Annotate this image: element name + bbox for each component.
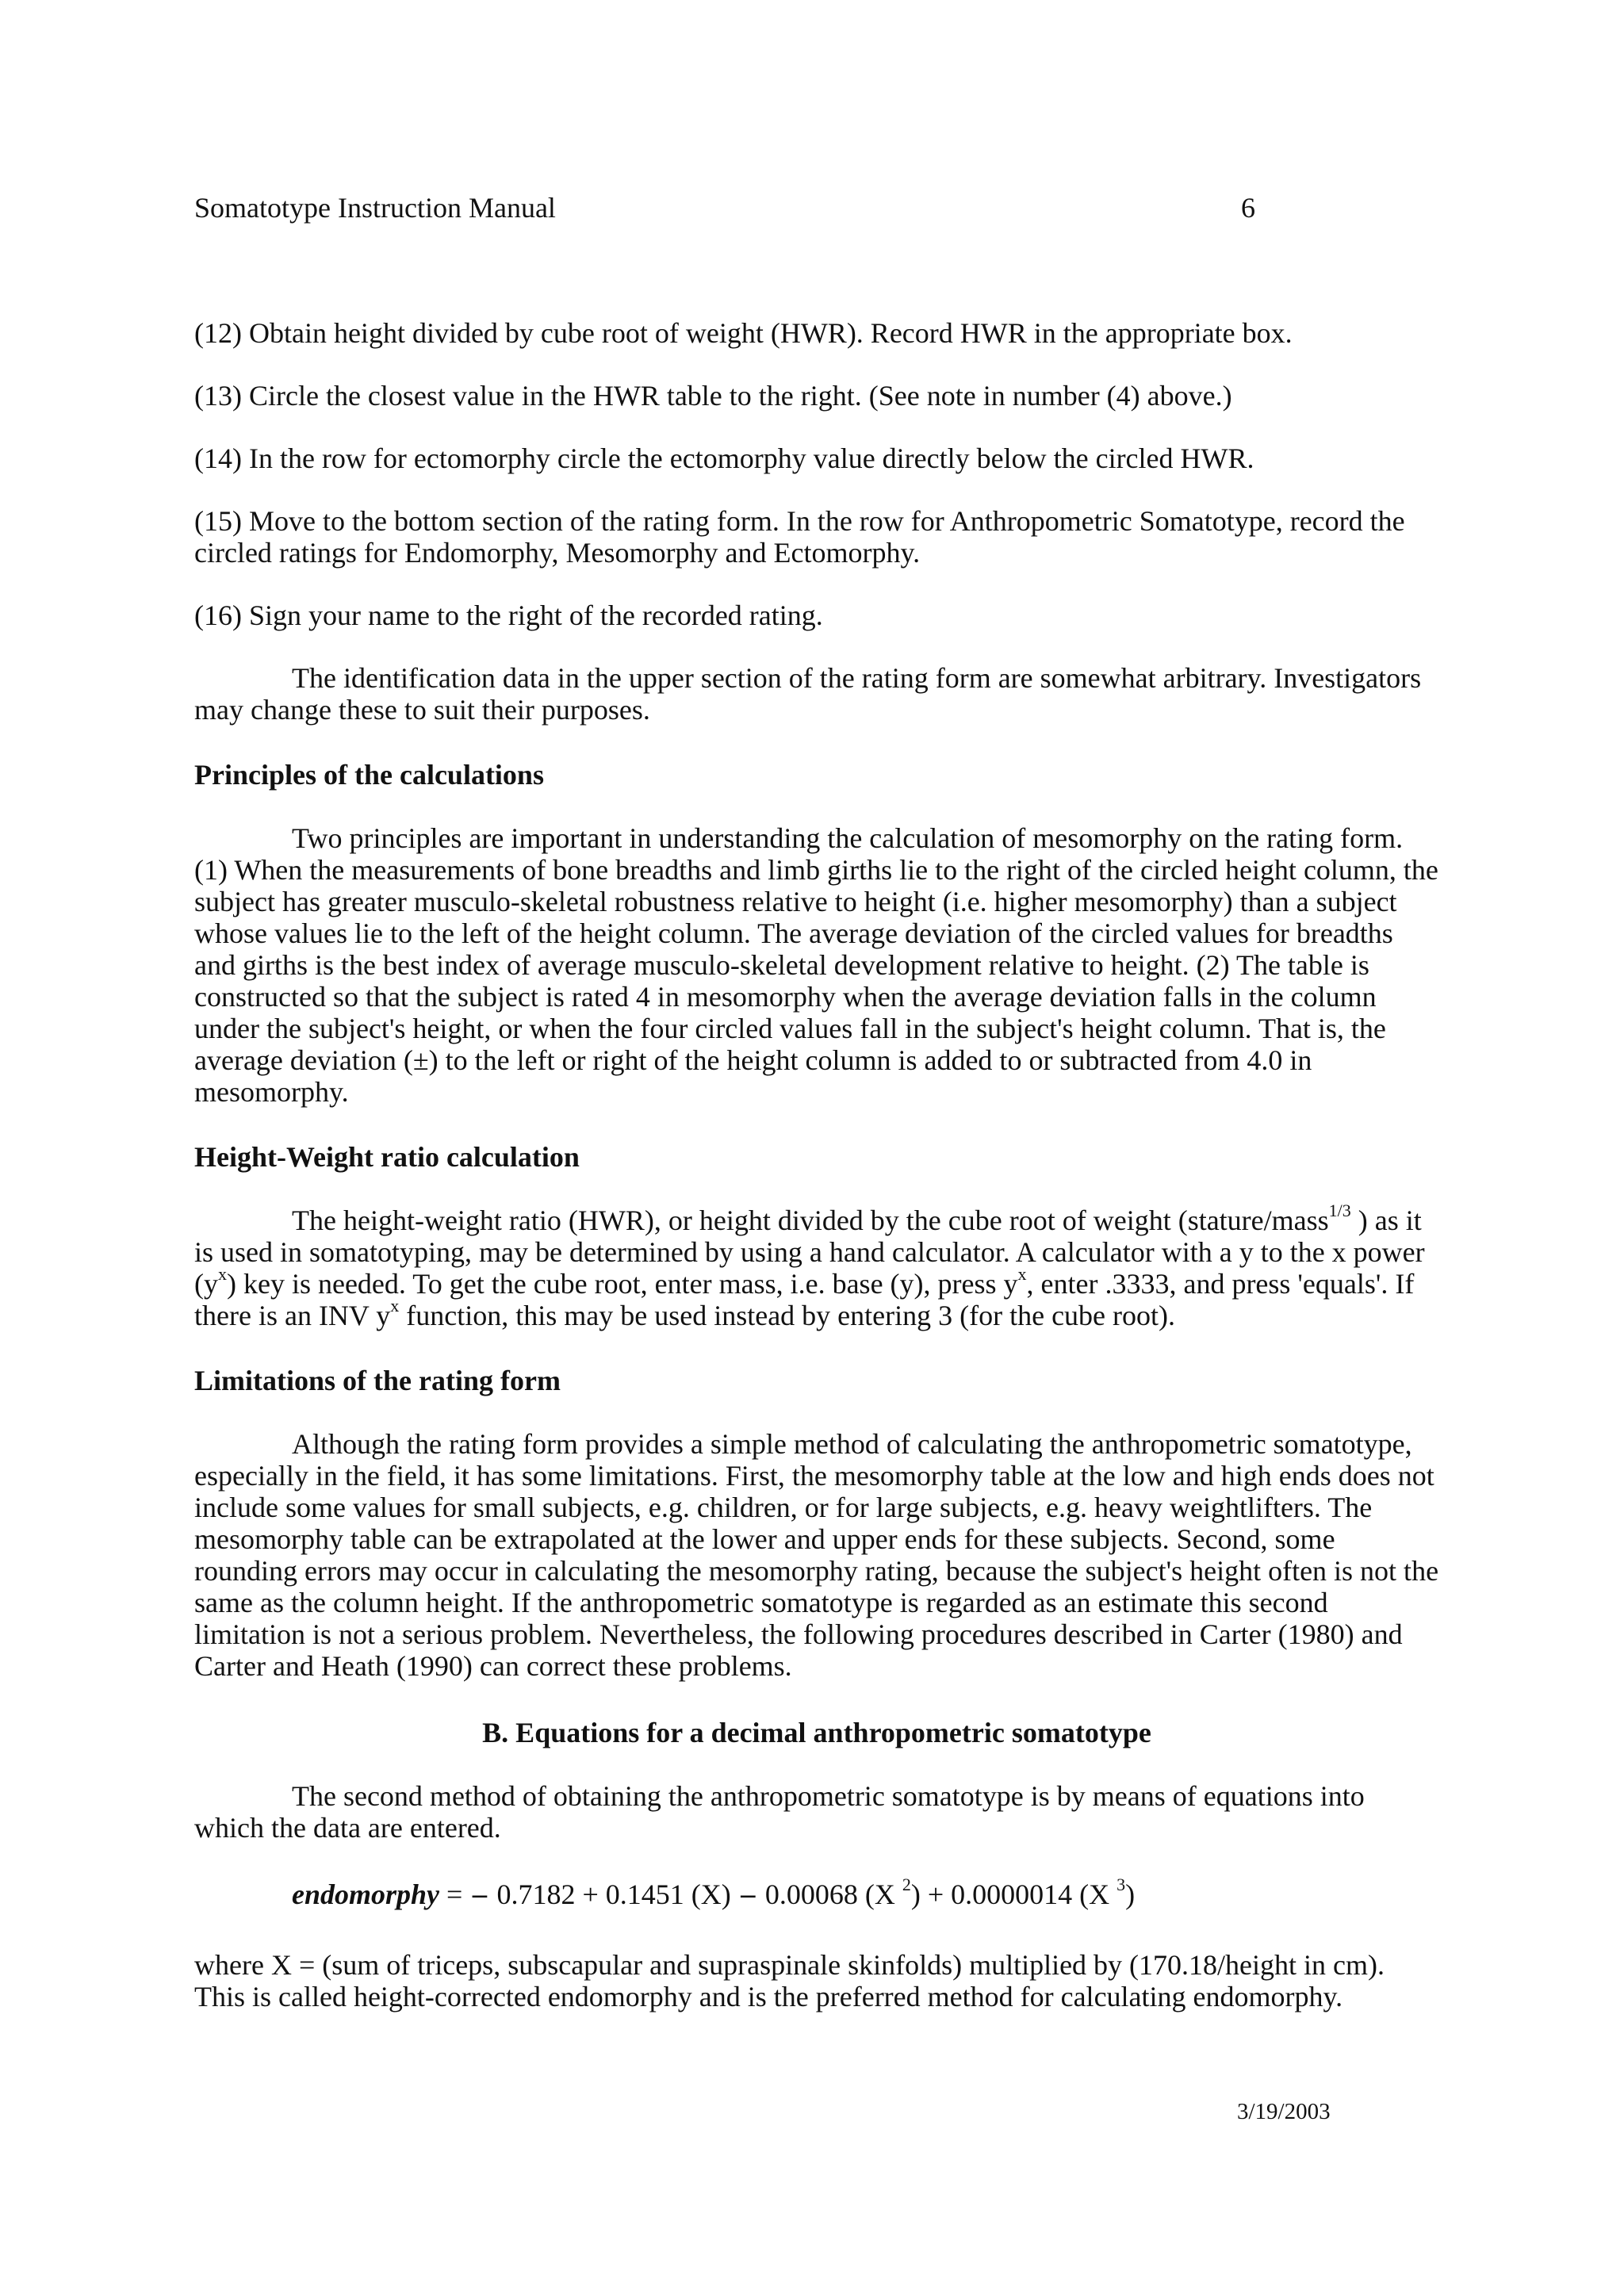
hwr-x-superscript-1: x <box>218 1264 227 1284</box>
equation-exponent-2: 2 <box>902 1875 911 1894</box>
hwr-exponent: 1/3 <box>1328 1201 1351 1220</box>
step-15: (15) Move to the bottom section of the rating form. In the row for Anthropometric Somatotype, record the circled ratings for Endomorphy, Mesomorphy and Ectomorphy. <box>194 505 1405 569</box>
step-16: (16) Sign your name to the right of the recorded rating. <box>194 599 823 631</box>
step-13: (13) Circle the closest value in the HWR table to the right. (See note in number (4) above.) <box>194 380 1232 412</box>
step-12: (12) Obtain height divided by cube root of weight (HWR). Record HWR in the appropriate box. <box>194 317 1293 349</box>
page-body <box>194 317 1439 2013</box>
hwr-paragraph <box>194 1201 1439 1331</box>
equation-exponent-3: 3 <box>1116 1875 1126 1894</box>
hwr-text-5: function, this may be used instead by entering 3 (for the cube root). <box>399 1300 1176 1331</box>
limitations-paragraph: Although the rating form provides a simple method of calculating the anthropometric somatotype, especially in the field, it has some limitations. First, the mesomorphy table at the low and high ends does not include some values for small subjects, e.g. children, or for large subjects, e.g. heavy weightlifters. The mesomorphy table can be extrapolated at the lower and upper ends for these subjects. Second, some rounding errors may occur in calculating the mesomorphy rating, because the subject's height often is not the same as the column height. If the anthropometric somatotype is regarded as an estimate this second limitation is not a serious problem. Nevertheless, the following procedures described in Carter (1980) and Carter and Heath (1990) can correct these problems. <box>194 1428 1439 1682</box>
equation-term-4: ) <box>1125 1878 1136 1910</box>
equation-equals: = <box>439 1878 470 1910</box>
page-number: 6 <box>1241 192 1255 224</box>
endomorphy-equation <box>194 1877 1439 1914</box>
section-b-heading: B. Equations for a decimal anthropometric somatotype <box>482 1717 1151 1748</box>
identification-note: The identification data in the upper section of the rating form are somewhat arbitrary. Investigators may change these to suit their purposes. <box>194 662 1422 726</box>
hwr-x-superscript-3: x <box>390 1296 400 1316</box>
equation-minus-1: − <box>469 1882 490 1910</box>
hwr-text-1: The height-weight ratio (HWR), or height divided by the cube root of weight (stature/mass <box>292 1204 1329 1236</box>
hwr-heading: Height-Weight ratio calculation <box>194 1141 580 1173</box>
hwr-text-4: , enter .3333, and press 'equals'. If there is an INV y <box>194 1268 1415 1331</box>
equation-variable: endomorphy <box>292 1878 440 1910</box>
hwr-text-3: ) key is needed. To get the cube root, enter mass, i.e. base (y), press y <box>227 1268 1018 1300</box>
limitations-heading: Limitations of the rating form <box>194 1365 561 1396</box>
equation-explanation: where X = (sum of triceps, subscapular and supraspinale skinfolds) multiplied by (170.18/height in cm). This is called height-corrected endomorphy and is the preferred method for calculating endomorphy. <box>194 1949 1385 2013</box>
equation-term-3: ) + 0.0000014 (X <box>910 1878 1117 1910</box>
hwr-text-2: ) as it is used in somatotyping, may be determined by using a hand calculator. A calculator with a y to the x power (y <box>194 1204 1425 1300</box>
footer-date: 3/19/2003 <box>1237 2099 1331 2124</box>
hwr-x-superscript-2: x <box>1017 1264 1027 1284</box>
section-b-intro: The second method of obtaining the anthropometric somatotype is by means of equations into which the data are entered. <box>194 1780 1365 1844</box>
principles-paragraph: Two principles are important in understanding the calculation of mesomorphy on the rating form. (1) When the measurements of bone breadths and limb girths lie to the right of the circled height column, the subject has greater musculo-skeletal robustness relative to height (i.e. higher mesomorphy) than a subject whose values lie to the left of the height column. The average deviation of the circled values for breadths and girths is the best index of average musculo-skeletal development relative to height. (2) The table is constructed so that the subject is rated 4 in mesomorphy when the average deviation falls in the column under the subject's height, or when the four circled values fall in the subject's height column. That is, the average deviation (±) to the left or right of the height column is added to or subtracted from 4.0 in mesomorphy. <box>194 822 1438 1108</box>
equation-term-2: 0.00068 (X <box>757 1878 902 1910</box>
running-header-title: Somatotype Instruction Manual <box>194 192 556 224</box>
step-14: (14) In the row for ectomorphy circle the ectomorphy value directly below the circled HWR. <box>194 442 1254 474</box>
equation-minus-2: − <box>737 1882 758 1910</box>
principles-heading: Principles of the calculations <box>194 759 544 791</box>
equation-term-1: 0.7182 + 0.1451 (X) <box>489 1878 738 1910</box>
